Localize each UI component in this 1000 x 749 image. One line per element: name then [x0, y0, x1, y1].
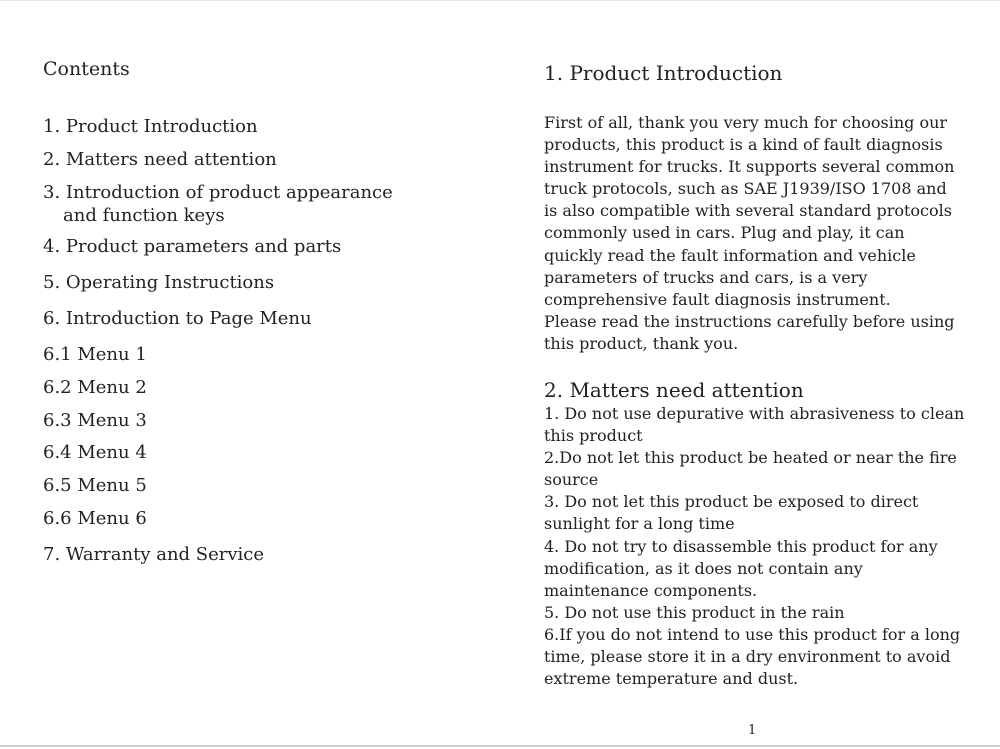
toc-entry	[43, 543, 264, 566]
text-line: this product, thank you.	[544, 333, 739, 353]
toc-entry	[43, 307, 312, 330]
text-line: maintenance components.	[544, 580, 758, 600]
toc-entry-text: 4. Product parameters and parts	[43, 236, 342, 257]
toc-entry-text: 6. Introduction to Page Menu	[43, 308, 312, 329]
toc-entry-text: 6.4 Menu 4	[43, 442, 147, 463]
text-line: comprehensive fault diagnosis instrument.	[544, 289, 891, 309]
toc-entry-text: 7. Warranty and Service	[43, 544, 265, 565]
toc-entry	[43, 343, 147, 366]
toc-entry-text-continued: and function keys	[63, 205, 225, 226]
text-line: sunlight for a long time	[544, 514, 735, 534]
text-line: commonly used in cars. Plug and play, it can	[544, 223, 905, 243]
table-of-contents	[43, 57, 483, 565]
section-paragraph	[544, 112, 984, 355]
toc-entry	[43, 148, 277, 171]
text-line: source	[544, 470, 599, 490]
toc-entry	[43, 376, 147, 399]
text-line: 4. Do not try to disassemble this product for any	[544, 536, 938, 556]
toc-entry-text: 6.3 Menu 3	[43, 410, 147, 431]
text-line: time, please store it in a dry environment to avoid	[544, 647, 951, 667]
text-line: modification, as it does not contain any	[544, 558, 863, 578]
toc-entry	[43, 115, 258, 138]
text-line: 5. Do not use this product in the rain	[544, 602, 845, 622]
toc-entry-text: 5. Operating Instructions	[43, 272, 275, 293]
toc-entry-text: 2. Matters need attention	[43, 149, 277, 170]
toc-entry	[43, 181, 393, 227]
text-line: Please read the instructions carefully before using	[544, 311, 955, 331]
toc-entry	[43, 409, 147, 432]
toc-entry-text: 6.5 Menu 5	[43, 475, 147, 496]
toc-title: Contents	[43, 58, 130, 80]
toc-entry-text: 6.1 Menu 1	[43, 344, 147, 365]
text-line: quickly read the fault information and vehicle	[544, 245, 916, 265]
text-line: 1. Do not use depurative with abrasiveness to clean	[544, 404, 965, 423]
text-line: 3. Do not let this product be exposed to direct	[544, 492, 919, 512]
toc-entry-text: 6.6 Menu 6	[43, 508, 147, 529]
text-line: this product	[544, 426, 643, 446]
bottom-rule	[0, 745, 1000, 747]
text-line: 6.If you do not intend to use this product for a long	[544, 624, 961, 644]
text-line: parameters of trucks and cars, is a very	[544, 267, 868, 287]
page-number: 1	[748, 723, 757, 738]
section-heading: 1. Product Introduction	[544, 61, 783, 85]
text-line: truck protocols, such as SAE J1939/ISO 1708 and	[544, 179, 947, 199]
top-rule	[0, 0, 1000, 1]
toc-entry-text: 6.2 Menu 2	[43, 377, 147, 398]
text-line: instrument for trucks. It supports several common	[544, 157, 955, 177]
text-line: First of all, thank you very much for choosing our	[544, 113, 948, 132]
text-line: extreme temperature and dust.	[544, 669, 799, 689]
section-heading: 2. Matters need attention	[544, 378, 804, 402]
toc-entry	[43, 507, 147, 530]
toc-entry-text: 3. Introduction of product appearance	[43, 182, 393, 203]
text-line: is also compatible with several standard protocols	[544, 201, 952, 221]
toc-entry	[43, 271, 274, 294]
text-line: 2.Do not let this product be heated or near the fire	[544, 448, 957, 468]
toc-entry	[43, 474, 147, 497]
toc-entry	[43, 441, 147, 464]
toc-entry	[43, 235, 341, 258]
section-paragraph	[544, 403, 984, 690]
text-line: products, this product is a kind of fault diagnosis	[544, 135, 943, 155]
toc-entry-text: 1. Product Introduction	[43, 116, 258, 137]
